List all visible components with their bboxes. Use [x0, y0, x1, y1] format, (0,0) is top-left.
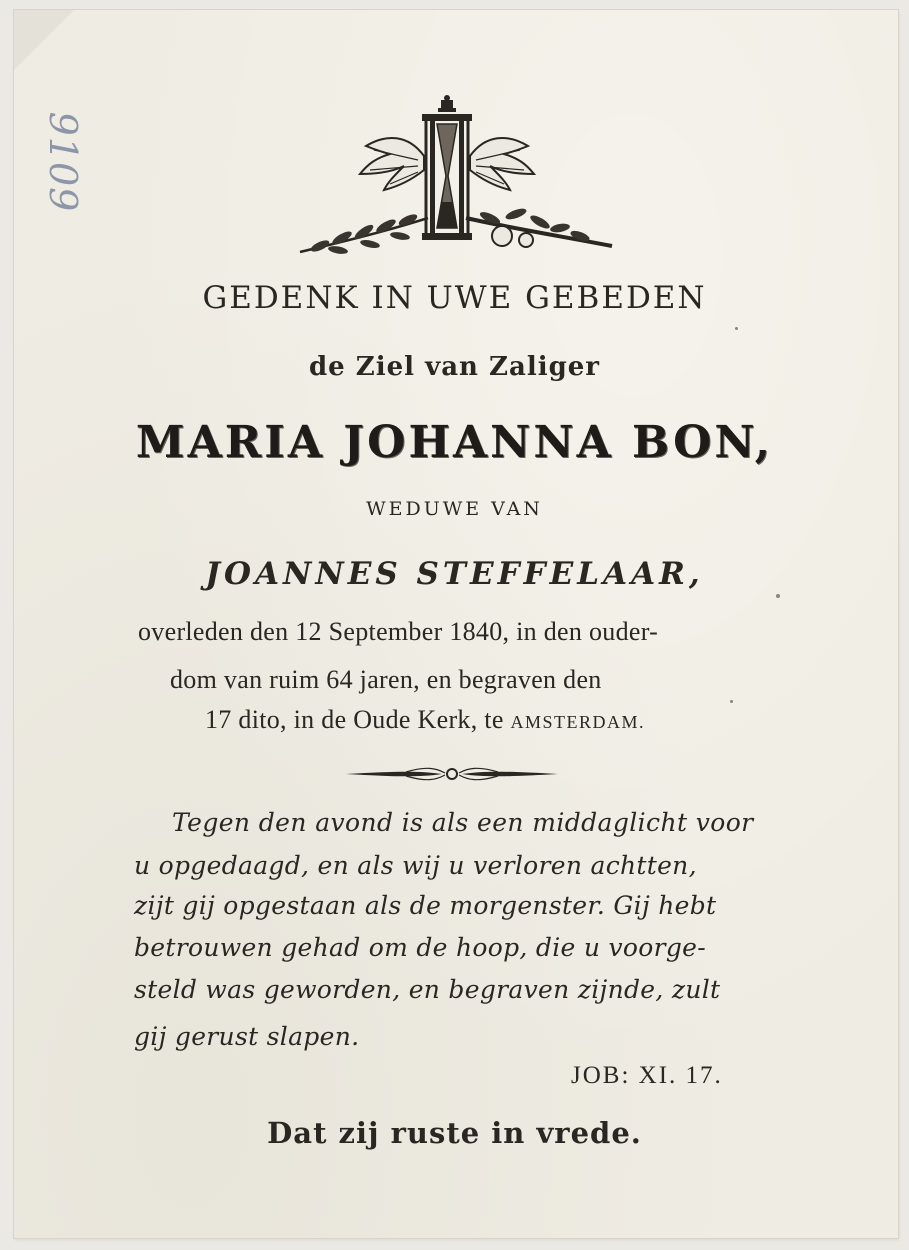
paper-speck — [735, 327, 738, 330]
ornamental-divider-icon — [346, 764, 558, 784]
quote-line: gij gerust slapen. — [134, 1022, 360, 1051]
paper-speck — [730, 700, 733, 703]
widow-of-label: WEDUWE VAN — [366, 498, 543, 520]
quote-line: zijt gij opgestaan als de morgenster. Gij hebt — [134, 891, 717, 920]
death-text-line-3 — [205, 705, 645, 735]
quote-line: steld was geworden, en begraven zijnde, zult — [134, 975, 721, 1004]
death-text-line-3-prefix: 17 dito, in de Oude Kerk, te — [205, 705, 511, 734]
hourglass-emblem-icon — [290, 90, 620, 265]
quote-line: betrouwen gehad om de hoop, die u voorge- — [134, 933, 707, 962]
quote-line: u opgedaagd, en als wij u verloren achtten, — [134, 851, 697, 880]
quote-line: Tegen den avond is als een middaglicht voor — [172, 808, 754, 837]
heading: GEDENK IN UWE GEBEDEN — [202, 280, 707, 316]
folded-corner — [14, 10, 74, 70]
scripture-reference: JOB: XI. 17. — [571, 1062, 723, 1089]
husband-name: JOANNES STEFFELAAR, — [205, 556, 704, 592]
death-text-line-1: overleden den 12 September 1840, in den ouder- — [138, 617, 659, 646]
death-text-line-2: dom van ruim 64 jaren, en begraven den — [170, 665, 602, 694]
paper-speck — [776, 594, 780, 598]
deceased-name: MARIA JOHANNA BON, — [135, 417, 774, 468]
closing-blessing: Dat zij ruste in vrede. — [267, 1116, 642, 1150]
inventory-number: 9109 — [41, 111, 85, 213]
burial-place: AMSTERDAM. — [510, 712, 645, 732]
soul-line: de Ziel van Zaliger — [308, 352, 600, 382]
